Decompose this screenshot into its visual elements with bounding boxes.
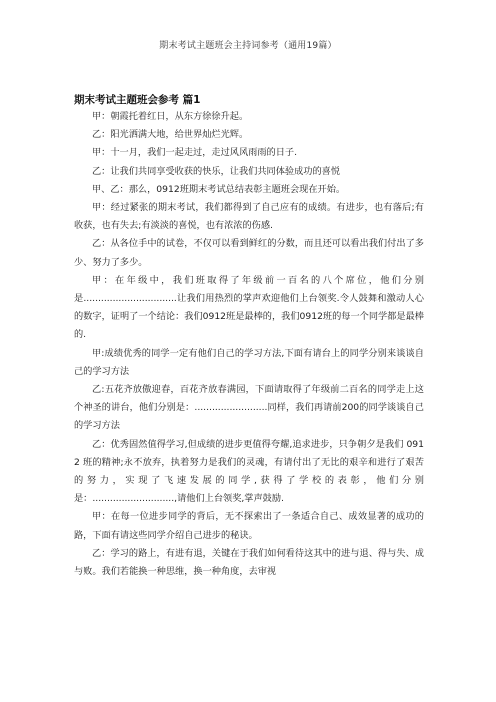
paragraph: 甲:成绩优秀的同学一定有他们自己的学习方法,下面有请台上的同学分别来谈谈自己的学习方法 (74, 347, 424, 377)
paragraph: 乙：阳光洒满大地，给世界灿烂光辉。 (92, 129, 249, 141)
paragraph: 乙：从各位手中的试卷，不仅可以看到鲜红的分数，而且还可以看出我们付出了多少、努力了多少。 (74, 238, 424, 268)
paragraph: 甲、乙：那么，0912班期末考试总结表彰主题班会现在开始。 (92, 183, 346, 195)
paragraph: 乙:五花齐放傲迎春，百花齐放春满园，下面请取得了年级前二百名的同学走上这个神圣的讲台，他们分别是：.........................同样，我们再请前200的同学谈谈自己的学习方法 (74, 384, 424, 432)
paragraph: 甲：在每一位进步同学的背后，无不探索出了一条适合自己、成效显著的成功的路，下面有请这些同学介绍自己进步的秘诀。 (74, 511, 424, 541)
paragraph: 乙：学习的路上，有进有退，关键在于我们如何看待这其中的进与退、得与失、成与败。我们若能换一种思维，换一种角度，去审视 (74, 547, 424, 578)
paragraph: 甲：在年级中，我们班取得了年级前一百名的八个席位，他们分别是................................让我们用热烈的掌声欢迎他们上台领奖.令人鼓舞和激动人心的数字，证明了一个结论：我们0912班是最棒的，我们0912班的每一个同学都是最棒的. (74, 274, 424, 341)
paragraph: 甲：十一月，我们一起走过，走过风风雨雨的日子. (92, 147, 298, 159)
document-body (74, 108, 424, 581)
paragraph: 甲：经过紧张的期末考试，我们都得到了自己应有的成绩。有进步，也有落后;有收获，也有失去;有淡淡的喜悦，也有浓浓的伤感. (74, 202, 424, 232)
paragraph: 乙：优秀固然值得学习,但成绩的进步更值得夸耀,追求进步，只争朝夕是我们 0912 班的精神;永不放弃，执着努力是我们的灵魂，有请付出了无比的艰辛和进行了艰苦的努力，实现了飞速发展的同学,获得了学校的表彰，他们分别是：............................,请他们上台领奖,掌声鼓励. (74, 438, 424, 505)
paragraph: 甲：朝霞托着红日，从东方徐徐升起。 (92, 111, 249, 122)
section-heading: 期末考试主题班会参考 篇1 (74, 94, 201, 106)
paragraph: 乙：让我们共同享受收获的快乐，让我们共同体验成功的喜悦 (92, 165, 341, 177)
document-title: 期末考试主题班会主持词参考（通用19篇） (159, 41, 337, 51)
